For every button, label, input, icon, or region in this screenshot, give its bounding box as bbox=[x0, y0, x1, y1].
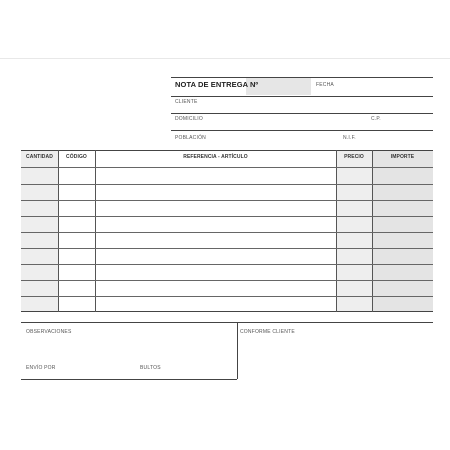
delivery-note-footer bbox=[21, 322, 433, 379]
header-rule bbox=[171, 77, 433, 78]
observations-label: OBSERVACIONES bbox=[26, 329, 72, 335]
table-row[interactable] bbox=[21, 167, 433, 168]
footer-rule bbox=[21, 322, 433, 323]
header-rule bbox=[171, 130, 433, 131]
column-header-price: PRECIO bbox=[344, 154, 364, 160]
footer-divider bbox=[237, 322, 238, 379]
table-row[interactable] bbox=[21, 264, 433, 265]
customer-conformity-label: CONFORME CLIENTE bbox=[240, 329, 295, 335]
page-edge-divider bbox=[0, 58, 450, 59]
column-header-quantity: CANTIDAD bbox=[26, 154, 53, 160]
column-header-amount: IMPORTE bbox=[390, 154, 415, 160]
table-row[interactable] bbox=[21, 200, 433, 201]
table-row[interactable] bbox=[21, 248, 433, 249]
table-row[interactable] bbox=[21, 184, 433, 185]
table-row[interactable] bbox=[21, 216, 433, 217]
items-table bbox=[21, 150, 433, 312]
nif-label: N.I.F. bbox=[343, 135, 356, 141]
table-row[interactable] bbox=[21, 280, 433, 281]
date-label: FECHA bbox=[316, 82, 334, 88]
delivery-note-header bbox=[171, 77, 433, 147]
column-divider bbox=[372, 150, 373, 312]
column-divider bbox=[336, 150, 337, 312]
column-divider bbox=[95, 150, 96, 312]
client-label: CLIENTE bbox=[175, 99, 198, 105]
column-header-reference: REFERENCIA - ARTÍCULO bbox=[183, 154, 248, 160]
header-rule bbox=[171, 96, 433, 97]
column-divider bbox=[58, 150, 59, 312]
document-title: NOTA DE ENTREGA bbox=[175, 80, 249, 89]
address-label: DOMICILIO bbox=[175, 116, 203, 122]
table-row[interactable] bbox=[21, 296, 433, 297]
footer-rule bbox=[21, 379, 237, 380]
town-label: POBLACIÓN bbox=[175, 135, 206, 141]
shipping-label: ENVÍO POR bbox=[26, 365, 56, 371]
table-row[interactable] bbox=[21, 232, 433, 233]
postal-code-label: C.P. bbox=[371, 116, 381, 122]
number-label: Nº bbox=[250, 80, 259, 89]
header-rule bbox=[171, 113, 433, 114]
packages-label: BULTOS bbox=[140, 365, 161, 371]
column-header-code: CÓDIGO bbox=[66, 154, 87, 160]
